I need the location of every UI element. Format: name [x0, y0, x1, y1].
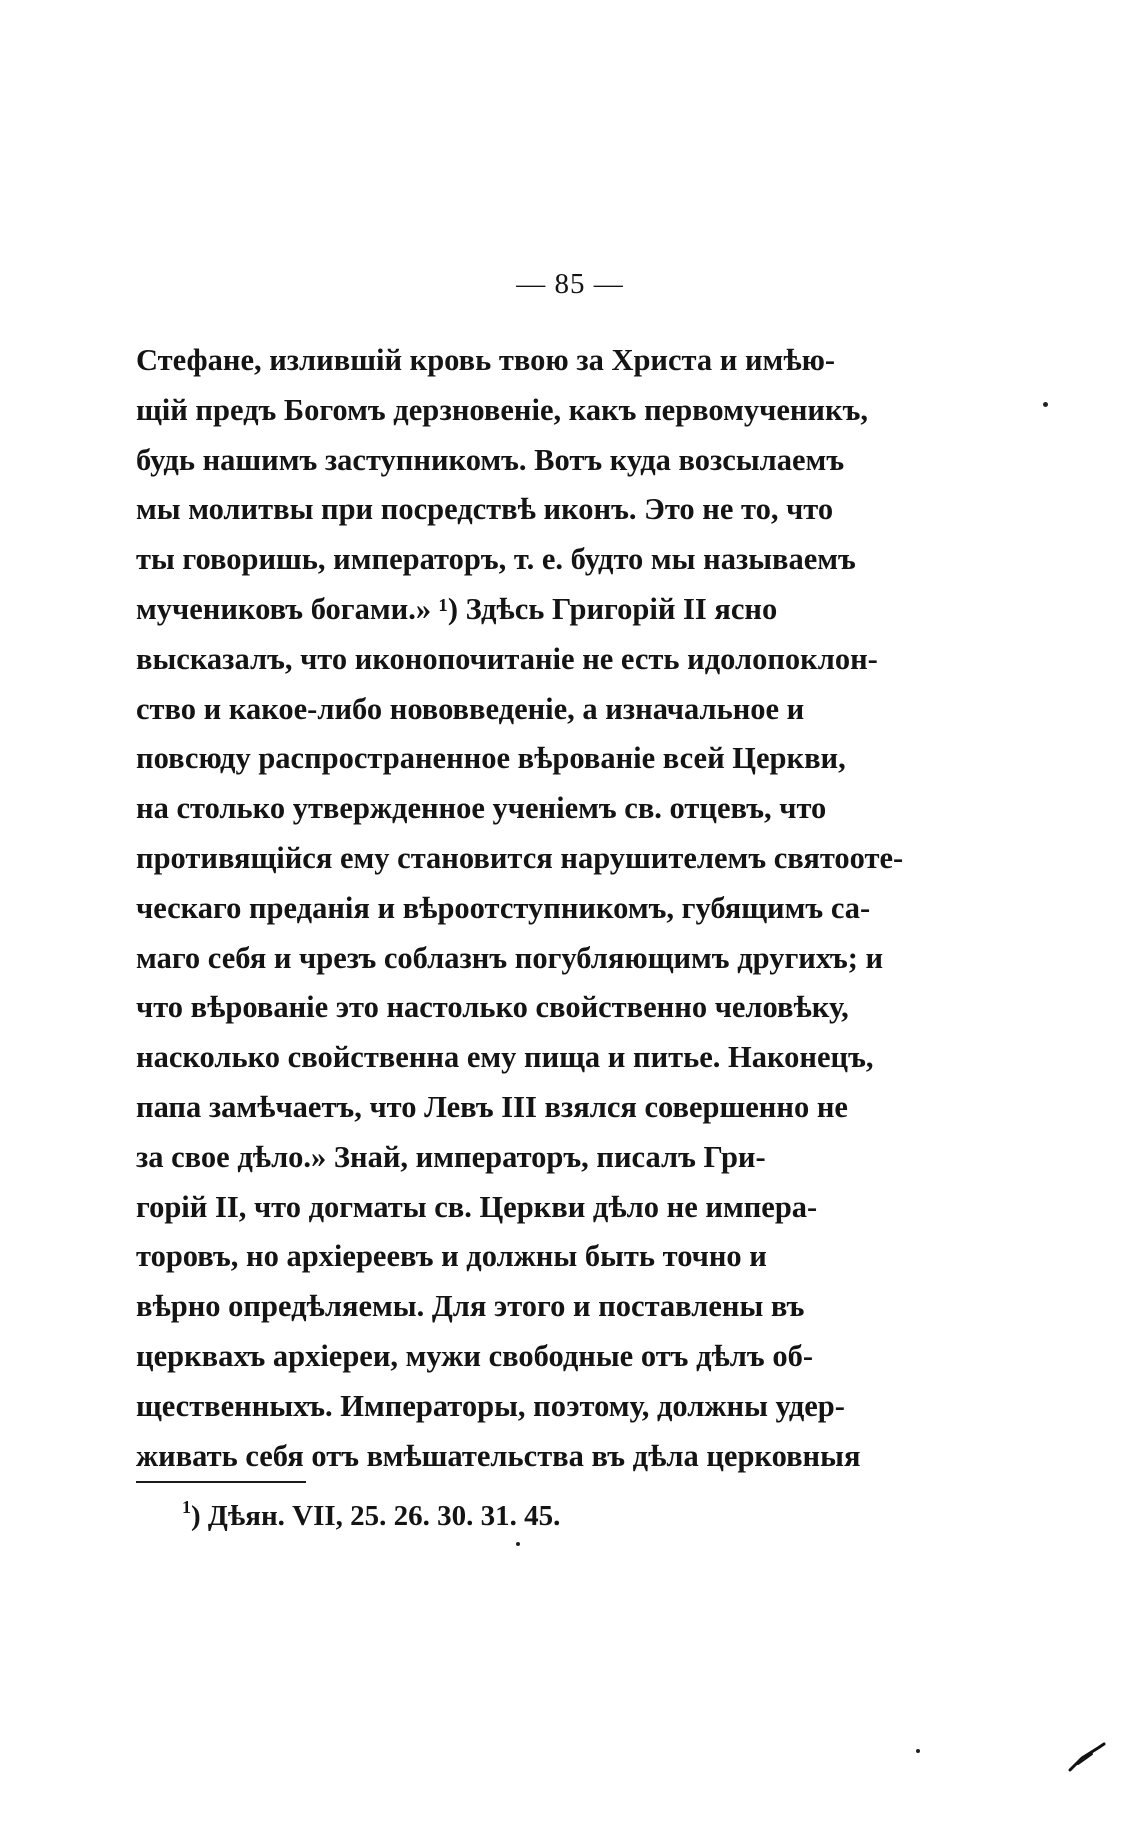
text-line: живать себя отъ вмѣшательства въ дѣла церковныя [136, 1438, 861, 1473]
page-number: — 85 — [516, 268, 624, 300]
text-line: мы молитвы при посредствѣ иконъ. Это не то, что [136, 492, 834, 527]
text-line: мучениковъ богами.» ¹) Здѣсь Григорій II ясно [136, 591, 778, 626]
pencil-mark-icon [1068, 1740, 1106, 1774]
text-line: ство и какое-либо нововведеніе, а изначальное и [136, 691, 805, 726]
text-line: что вѣрованіе это настолько свойственно человѣку, [136, 990, 849, 1025]
text-line: насколько свойственна ему пища и питье. Наконецъ, [136, 1040, 874, 1075]
scan-speck [916, 1749, 920, 1753]
body-text [136, 336, 910, 1481]
footnote-text: ) Дѣян. VII, 25. 26. 30. 31. 45. [191, 1500, 561, 1532]
text-line: горій II, что догматы св. Церкви дѣло не импера- [136, 1189, 818, 1224]
text-line: торовъ, но архіереевъ и должны быть точно и [136, 1239, 767, 1274]
text-line: маго себя и чрезъ соблазнъ погубляющимъ другихъ; и [136, 940, 884, 975]
text-line: щій предъ Богомъ дерзновеніе, какъ первомученикъ, [136, 392, 868, 427]
text-line: ты говоришь, императоръ, т. е. будто мы называемъ [136, 542, 856, 577]
text-line: щественныхъ. Императоры, поэтому, должны удер- [136, 1388, 845, 1423]
scan-speck [516, 1542, 520, 1546]
text-line: папа замѣчаетъ, что Левъ III взялся совершенно не [136, 1089, 848, 1124]
footnote-marker: 1 [182, 1497, 191, 1517]
text-line: высказалъ, что иконопочитаніе не есть идолопоклон- [136, 641, 878, 676]
text-line: вѣрно опредѣляемы. Для этого и поставлены въ [136, 1289, 805, 1324]
footnote-divider [136, 1481, 306, 1483]
text-line: ческаго преданія и вѣроотступникомъ, губящимъ са- [136, 890, 871, 925]
text-line: Стефане, излившій кровь твою за Христа и имѣю- [136, 343, 836, 377]
scan-speck [1043, 402, 1048, 407]
footnote [182, 1497, 560, 1533]
text-line: будь нашимъ заступникомъ. Вотъ куда возсылаемъ [136, 442, 845, 477]
text-line: на столько утвержденное ученіемъ св. отцевъ, что [136, 791, 827, 826]
text-line: противящійся ему становится нарушителемъ святооте- [136, 840, 904, 875]
text-line: церквахъ архіереи, мужи свободные отъ дѣлъ об- [136, 1338, 813, 1373]
text-line: за свое дѣло.» Знай, императоръ, писалъ Гри- [136, 1139, 766, 1174]
text-line: повсюду распространенное вѣрованіе всей Церкви, [136, 741, 846, 776]
